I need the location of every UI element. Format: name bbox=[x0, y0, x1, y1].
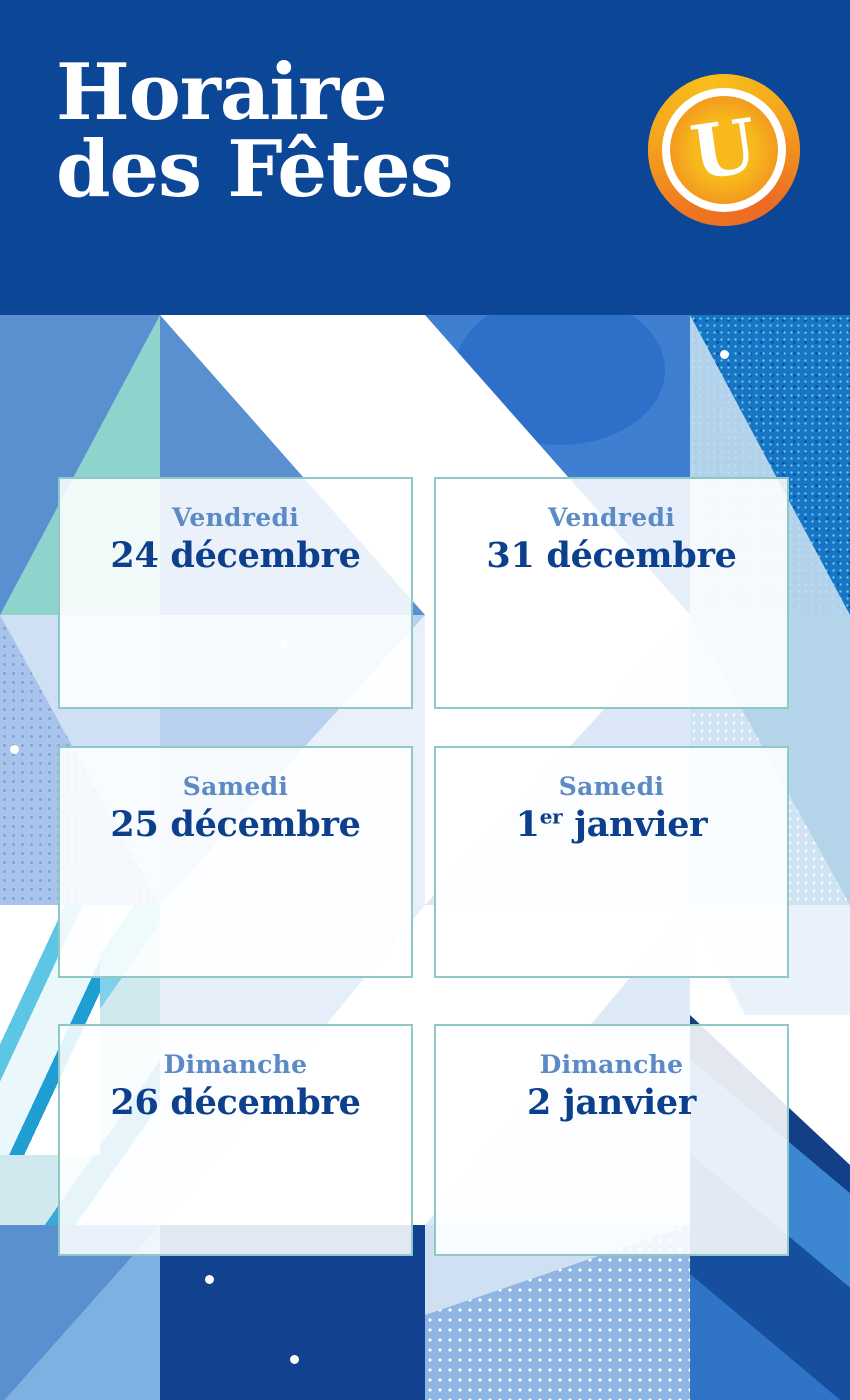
schedule-card[interactable] bbox=[434, 477, 789, 709]
brand-logo-icon bbox=[648, 74, 800, 226]
schedule-grid bbox=[0, 315, 850, 1400]
card-weekday: Samedi bbox=[558, 772, 665, 801]
header bbox=[0, 0, 850, 315]
card-weekday: Samedi bbox=[182, 772, 289, 801]
card-date: 26 décembre bbox=[110, 1081, 361, 1123]
card-date-ordinal: er bbox=[539, 803, 563, 828]
card-date bbox=[436, 805, 787, 845]
schedule-card[interactable] bbox=[58, 1024, 413, 1256]
schedule-card[interactable] bbox=[58, 746, 413, 978]
card-weekday: Dimanche bbox=[163, 1050, 308, 1079]
logo-letter: U bbox=[686, 102, 762, 198]
card-date: 25 décembre bbox=[110, 803, 361, 845]
schedule-card[interactable] bbox=[434, 1024, 789, 1256]
card-weekday: Vendredi bbox=[547, 503, 676, 532]
schedule-card[interactable] bbox=[434, 746, 789, 978]
page-title bbox=[56, 47, 616, 216]
page-title-line-2: des Fêtes bbox=[56, 124, 453, 216]
card-date: 31 décembre bbox=[486, 534, 737, 576]
card-date-month: janvier bbox=[562, 803, 708, 845]
schedule-card[interactable] bbox=[58, 477, 413, 709]
card-weekday: Vendredi bbox=[171, 503, 300, 532]
card-date-day: 1 bbox=[515, 803, 540, 845]
card-weekday: Dimanche bbox=[539, 1050, 684, 1079]
page-title-line-1: Horaire bbox=[56, 47, 387, 138]
card-date: 24 décembre bbox=[110, 534, 361, 576]
card-date: 2 janvier bbox=[527, 1081, 696, 1123]
